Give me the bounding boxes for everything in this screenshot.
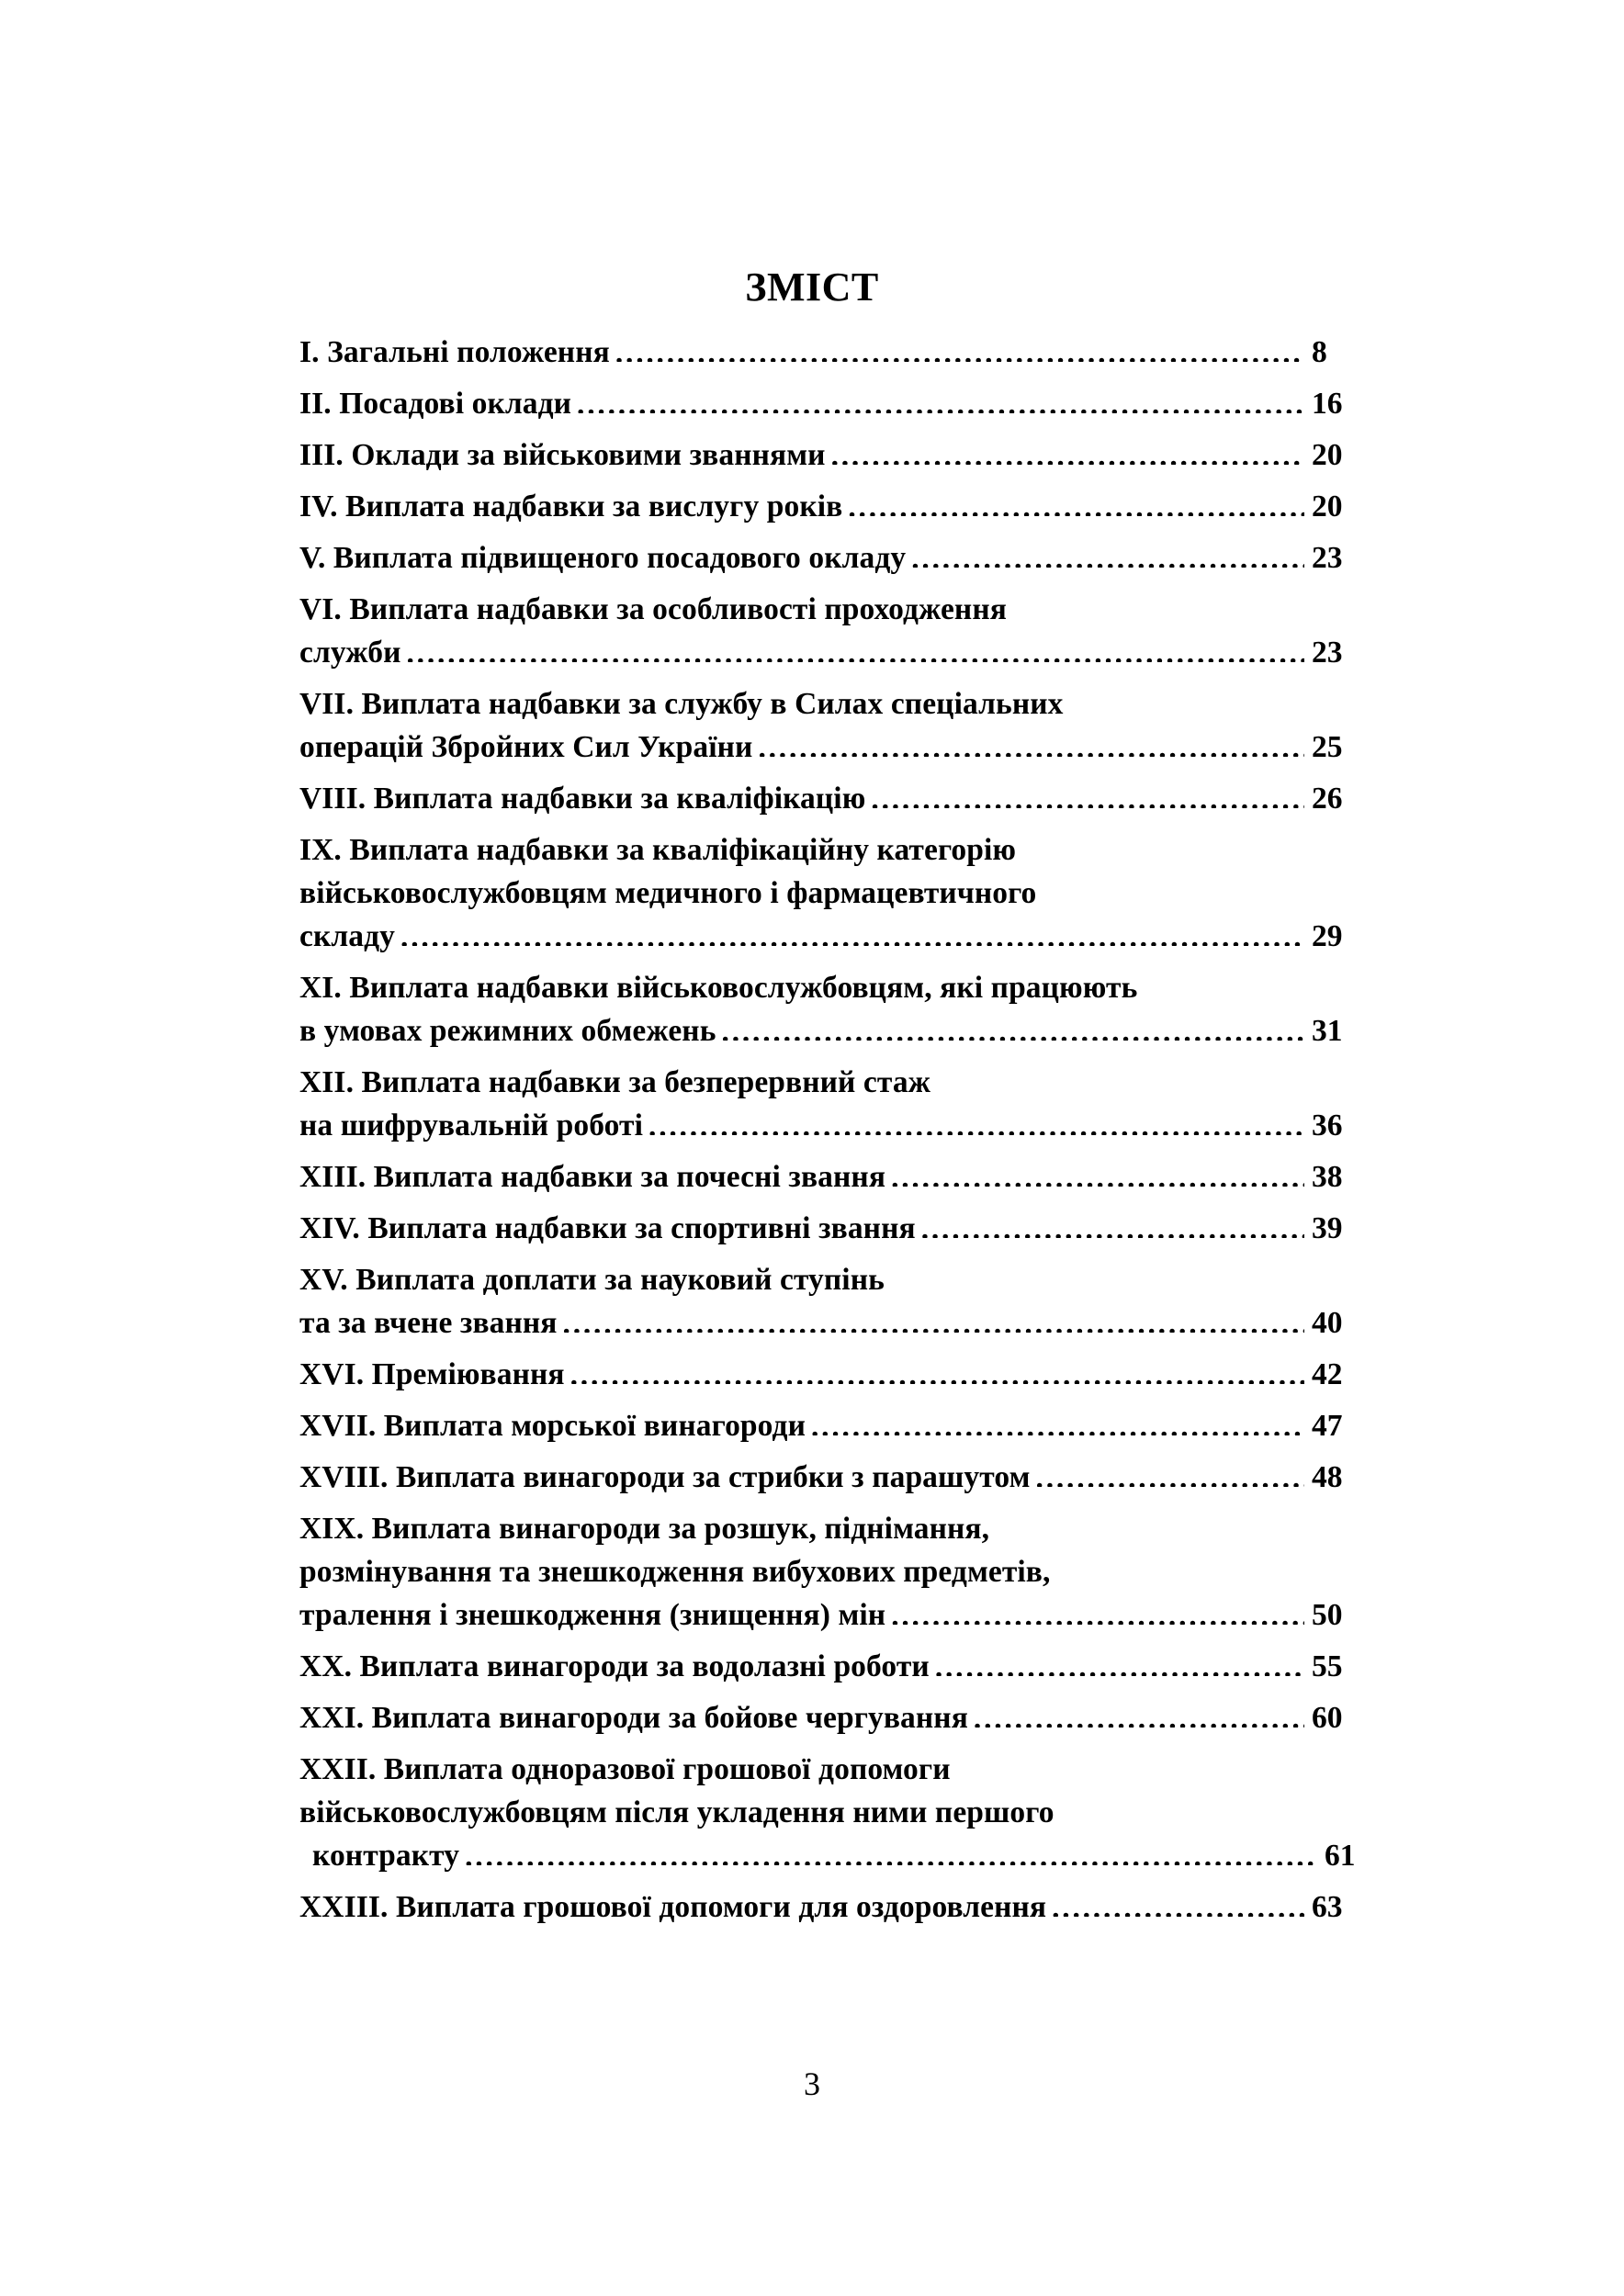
dot-leader [831,434,1304,466]
toc-entry-title: I. Загальні положення [299,335,610,369]
toc-entry-title: складу [299,919,396,953]
toc-entry-title: на шифрувальній роботі [299,1109,644,1142]
toc-entry-line [299,1353,1365,1396]
toc-entry[interactable] [299,536,1365,580]
toc-entry-title: розмінування та знешкодження вибухових предметів, [299,1555,1051,1589]
toc-entry-line [299,682,1365,726]
toc-entry-line [299,777,1365,820]
toc-entry-line [299,1593,1365,1637]
dot-leader [935,1646,1304,1677]
toc-entry-page-number: 47 [1312,1409,1343,1443]
toc-entry[interactable] [299,1748,1365,1877]
dot-leader [911,537,1304,568]
toc-entry-title: V. Виплата підвищеного посадового окладу [299,541,907,575]
toc-entry[interactable] [299,1645,1365,1688]
toc-entry-page-number: 8 [1312,335,1327,369]
toc-entry-title: XVIII. Виплата винагороди за стрибки з парашутом [299,1460,1031,1494]
toc-entry-line [299,1791,1365,1834]
toc-entry-title: XIX. Виплата винагороди за розшук, піднімання, [299,1512,990,1546]
toc-entry-line [299,1748,1365,1791]
toc-entry-line [299,915,1365,958]
toc-entry-line [299,382,1365,425]
toc-entry-title: XXII. Виплата одноразової грошової допомоги [299,1752,951,1786]
dot-leader [1052,1886,1304,1918]
toc-entry-title: військовослужбовцям після укладення ними першого [299,1795,1054,1829]
toc-entry[interactable] [299,1456,1365,1499]
toc-entry[interactable] [299,382,1365,425]
toc-entry-line [299,1550,1365,1593]
dot-leader [722,1010,1304,1041]
dot-leader [1012,589,1304,620]
toc-entry-title: XX. Виплата винагороди за водолазні роботи [299,1649,930,1683]
dot-leader [465,1835,1317,1866]
toc-entry-page-number: 16 [1312,387,1343,421]
toc-entry[interactable] [299,1404,1365,1447]
toc-entry-line [299,1009,1365,1052]
dot-leader [891,1156,1304,1187]
dot-leader [1036,1457,1304,1488]
toc-entry-title: III. Оклади за військовими званнями [299,438,826,472]
toc-entry[interactable] [299,828,1365,958]
toc-entry-page-number: 55 [1312,1649,1343,1683]
toc-entry-page-number: 25 [1312,730,1343,764]
toc-entry-line [299,828,1365,872]
toc-entry-title: XIII. Виплата надбавки за почесні звання [299,1160,886,1194]
toc-entry-page-number: 26 [1312,782,1343,816]
toc-entry-line [299,1885,1365,1929]
toc-entry-title: VII. Виплата надбавки за службу в Силах спеціальних [299,687,1064,721]
toc-entry-title: VI. Виплата надбавки за особливості проходження [299,592,1007,626]
toc-entry-line [299,331,1365,374]
dot-leader [974,1697,1304,1728]
dot-leader [577,383,1304,414]
toc-entry-line [299,1104,1365,1147]
toc-entry-line [299,966,1365,1009]
toc-entry-title: операцій Збройних Сил України [299,730,753,764]
toc-entry-title: XIV. Виплата надбавки за спортивні звання [299,1211,916,1245]
toc-entry[interactable] [299,331,1365,374]
page-folio-number: 3 [804,2065,820,2102]
dot-leader [1021,829,1304,861]
toc-entry-line [299,485,1365,528]
toc-entry-line [299,1404,1365,1447]
toc-entry-line [299,1834,1378,1877]
toc-entry-title: XVII. Виплата морської винагороди [299,1409,806,1443]
dot-leader [1069,683,1305,715]
dot-leader [890,1259,1304,1290]
toc-entry[interactable] [299,966,1365,1052]
toc-entry-title: XVI. Преміювання [299,1357,565,1391]
toc-entry-title: контракту [312,1839,460,1873]
toc-entry-page-number: 60 [1312,1701,1343,1735]
toc-entry-line [299,1696,1365,1739]
dot-leader [1143,967,1304,998]
dot-leader [871,778,1304,809]
toc-entry-title: XI. Виплата надбавки військовослужбовцям, які працюють [299,971,1138,1005]
toc-entry-page-number: 48 [1312,1460,1343,1494]
dot-leader [1055,1551,1304,1582]
toc-entry-title: XXIII. Виплата грошової допомоги для оздоровлення [299,1890,1047,1924]
toc-entry[interactable] [299,1258,1365,1345]
toc-entry-title: XV. Виплата доплати за науковий ступінь [299,1263,885,1297]
toc-entry-page-number: 40 [1312,1306,1343,1340]
toc-entry-line [299,631,1365,674]
toc-entry-page-number: 31 [1312,1014,1343,1048]
dot-leader [956,1749,1304,1780]
dot-leader [648,1105,1304,1136]
dot-leader [921,1208,1304,1239]
toc-entry-title: служби [299,636,401,670]
dot-leader [570,1354,1304,1385]
dot-leader [811,1405,1304,1436]
toc-entry-line [299,1061,1365,1104]
toc-entry-title: XII. Виплата надбавки за безперервний стаж [299,1065,931,1099]
toc-entry-line [299,1155,1365,1199]
toc-entry-title: VIII. Виплата надбавки за кваліфікацію [299,782,866,816]
toc-entry-page-number: 42 [1312,1357,1343,1391]
toc-entry-page-number: 39 [1312,1211,1343,1245]
toc-entry-page-number: 23 [1312,541,1343,575]
dot-leader [995,1508,1304,1539]
toc-entry-line [299,1301,1365,1345]
toc-entry-title: військовослужбовцям медичного і фармацевтичного [299,876,1037,910]
dot-leader [1060,1792,1304,1823]
toc-entry-page-number: 29 [1312,919,1343,953]
toc-entry[interactable] [299,1207,1365,1250]
toc-entry-title: в умовах режимних обмежень [299,1014,716,1048]
toc-entry-line [299,1207,1365,1250]
toc-entry-title: IX. Виплата надбавки за кваліфікаційну категорію [299,833,1017,867]
toc-entry[interactable] [299,433,1365,477]
toc-entry-page-number: 20 [1312,438,1343,472]
toc-entry-line [299,1645,1365,1688]
toc-entry[interactable] [299,1353,1365,1396]
toc-entry-page-number: 23 [1312,636,1343,670]
dot-leader [936,1062,1304,1093]
toc-entry-title: тралення і знешкодження (знищення) мін [299,1598,886,1632]
toc-entry[interactable] [299,588,1365,674]
toc-entry[interactable] [299,485,1365,528]
toc-entry[interactable] [299,682,1365,769]
toc-entry[interactable] [299,1061,1365,1147]
toc-entry[interactable] [299,1155,1365,1199]
toc-entry-line [299,872,1365,915]
dot-leader [615,332,1304,363]
toc-entry-page-number: 20 [1312,490,1343,523]
toc-entry[interactable] [299,777,1365,820]
toc-entry-title: та за вчене звання [299,1306,558,1340]
dot-leader [406,632,1304,663]
toc-entry-title: IV. Виплата надбавки за вислугу років [299,490,843,523]
toc-entry-line [299,726,1365,769]
toc-entry[interactable] [299,1696,1365,1739]
toc-entry-page-number: 63 [1312,1890,1343,1924]
dot-leader [400,916,1304,947]
toc-entry-page-number: 36 [1312,1109,1343,1142]
toc-entry-title: II. Посадові оклади [299,387,572,421]
toc-entry-line [299,536,1365,580]
toc-entry-line [299,1456,1365,1499]
table-of-contents [299,331,1365,1937]
dot-leader [758,726,1304,758]
dot-leader [563,1302,1304,1334]
toc-entry[interactable] [299,1885,1365,1929]
dot-leader [848,486,1304,517]
toc-entry[interactable] [299,1507,1365,1637]
toc-entry-line [299,1258,1365,1301]
toc-entry-line [299,588,1365,631]
toc-entry-line [299,433,1365,477]
dot-leader [1042,872,1304,904]
toc-entry-title: XXI. Виплата винагороди за бойове чергування [299,1701,968,1735]
page-title: ЗМІСТ [745,264,879,310]
dot-leader [891,1594,1304,1626]
toc-entry-page-number: 50 [1312,1598,1343,1632]
toc-entry-page-number: 61 [1325,1839,1356,1873]
toc-entry-page-number: 38 [1312,1160,1343,1194]
toc-entry-line [299,1507,1365,1550]
